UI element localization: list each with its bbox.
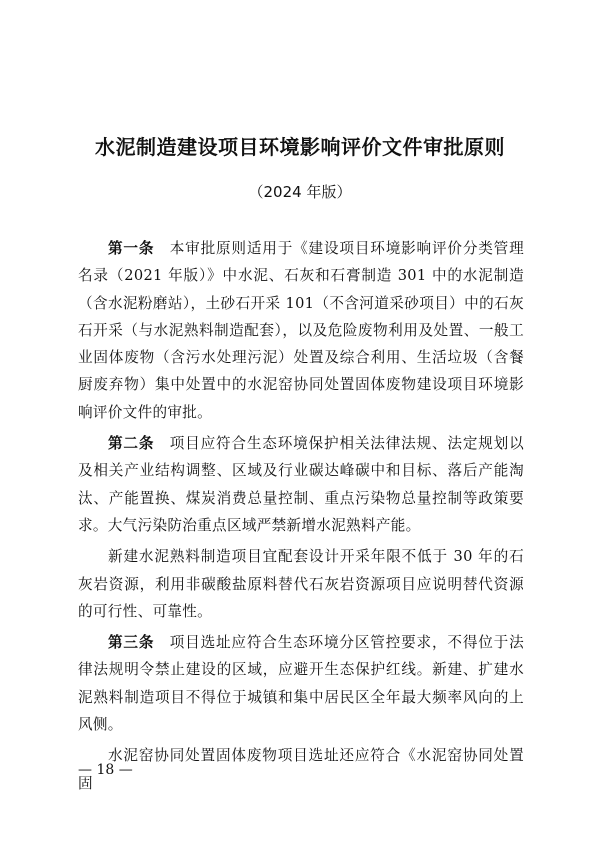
paragraph-article-1 (78, 235, 524, 426)
paragraph-text: 水泥窑协同处置固体废物项目选址还应符合《水泥窑协同处置固 (78, 747, 524, 792)
paragraph-text: 新建水泥熟料制造项目宜配套设计开采年限不低于 30 年的石灰岩资源，利用非碳酸盐原料替代石灰岩资源项目应说明替代资源的可行性、可靠性。 (78, 548, 524, 620)
page-title: 水泥制造建设项目环境影响评价文件审批原则 (95, 135, 505, 159)
paragraph-article-2 (78, 430, 524, 539)
paragraph-text: 本审批原则适用于《建设项目环境影响评价分类管理名录（2021 年版）》中水泥、石灰和石膏制造 301 中的水泥制造（含水泥粉磨站），土砂石开采 101（不含河道采砂项目）中的石灰石开采（与水泥熟料制造配套），以及危险废物利用及处置、一般工业固体废物（含污水处理污泥）处置及综合利用、生活垃圾（含餐厨废弃物）集中处置中的水泥窑协同处置固体废物建设项目环境影响评价文件的审批。 (78, 240, 524, 421)
article-label: 第三条 (108, 634, 155, 652)
article-label: 第二条 (108, 435, 155, 453)
body-text (78, 235, 524, 801)
article-label: 第一条 (108, 240, 155, 257)
page-subtitle: （2024 年版） (248, 183, 352, 201)
paragraph-article-2-continued (78, 543, 524, 625)
paragraph-article-3-continued (78, 742, 524, 797)
paragraph-article-3 (78, 629, 524, 738)
page-number: — 18 — (78, 762, 133, 778)
paragraph-text: 项目选址应符合生态环境分区管控要求，不得位于法律法规明令禁止建设的区域，应避开生态保护红线。新建、扩建水泥熟料制造项目不得位于城镇和集中居民区全年最大频率风向的上风侧。 (78, 634, 524, 734)
paragraph-text: 项目应符合生态环境保护相关法律法规、法定规划以及相关产业结构调整、区域及行业碳达峰碳中和目标、落后产能淘汰、产能置换、煤炭消费总量控制、重点污染物总量控制等政策要求。大气污染防治重点区域严禁新增水泥熟料产能。 (78, 435, 524, 534)
